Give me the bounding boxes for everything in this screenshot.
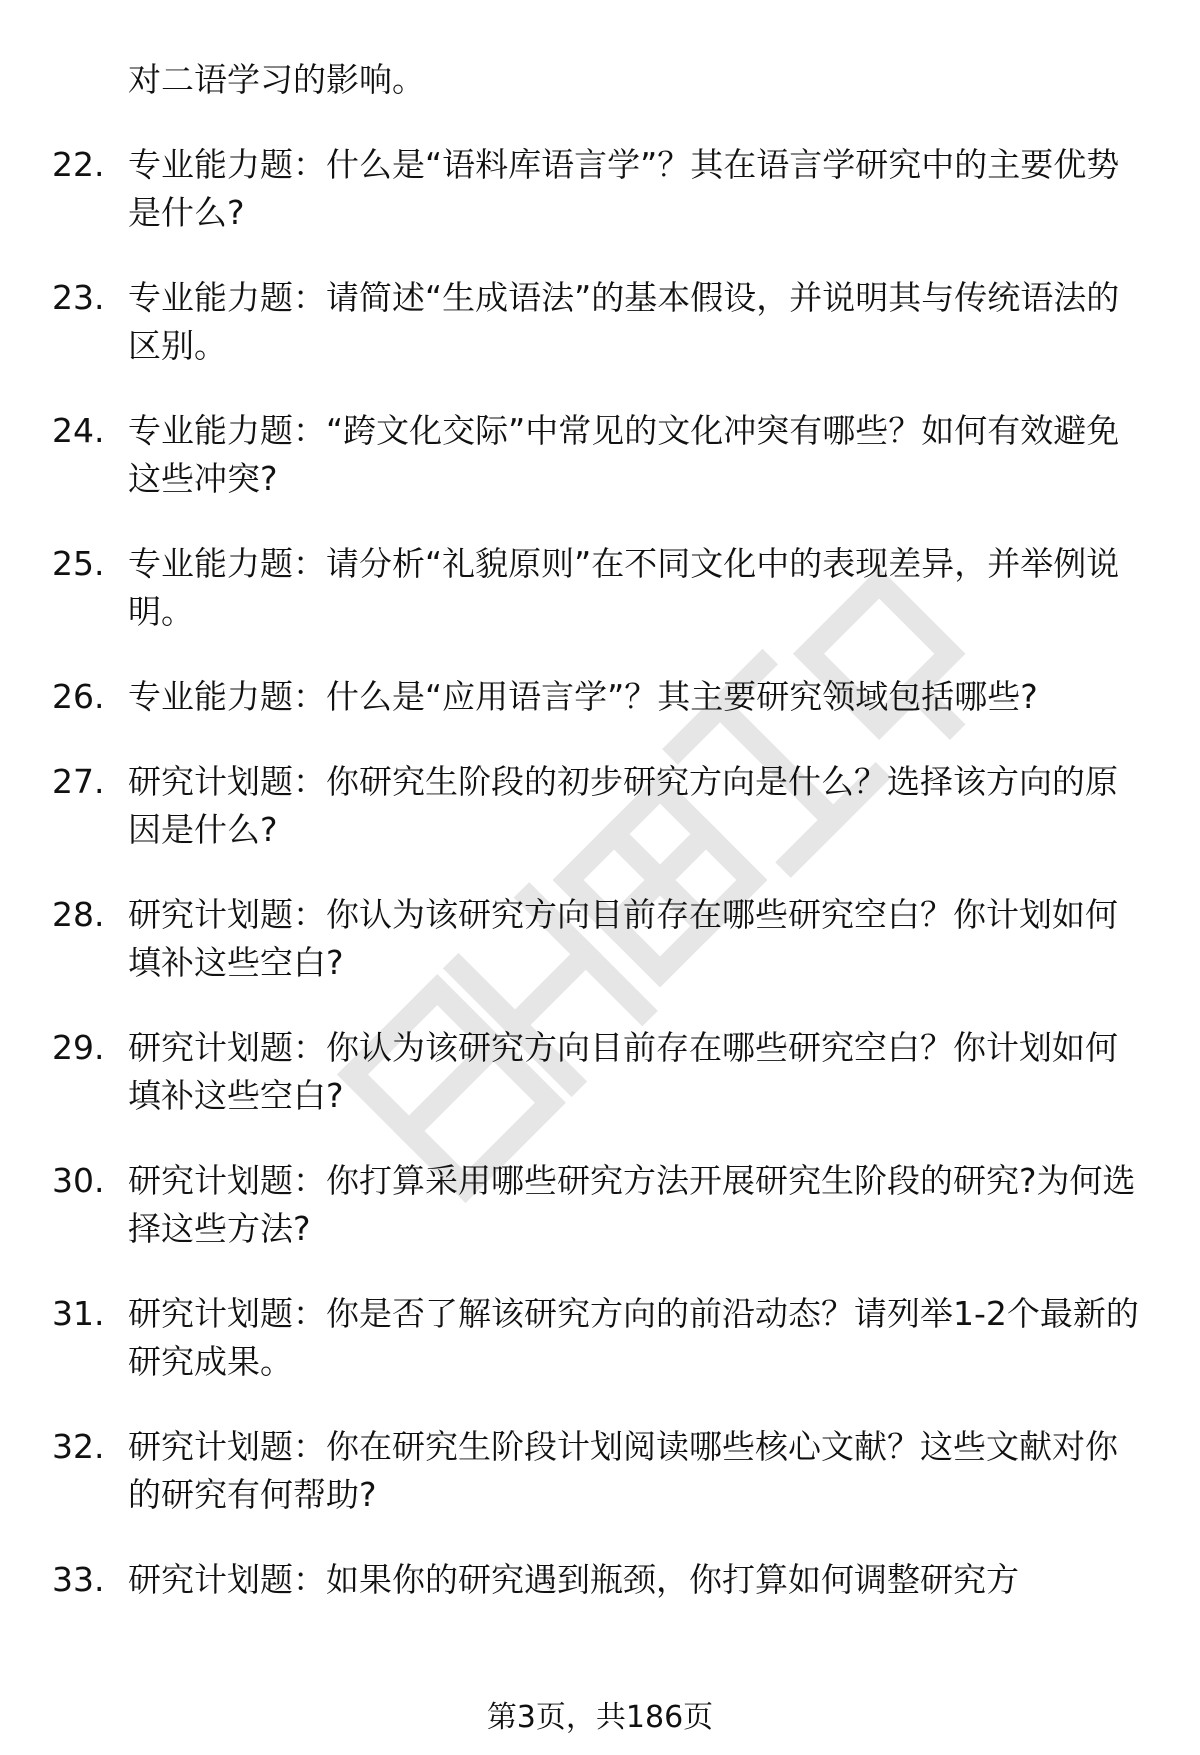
question-number: 29. — [52, 1028, 105, 1067]
question-item — [52, 891, 1152, 987]
question-text: 专业能力题：请简述“生成语法”的基本假设，并说明其与传统语法的区别。 — [128, 278, 1120, 365]
question-item — [52, 540, 1152, 636]
previous-question-continuation: 对二语学习的影响。 — [128, 60, 425, 99]
question-text: 研究计划题：你打算采用哪些研究方法开展研究生阶段的研究?为何选择这些方法? — [128, 1161, 1136, 1248]
question-item — [52, 1423, 1152, 1519]
question-number: 30. — [52, 1161, 105, 1200]
question-text: 研究计划题：你认为该研究方向目前存在哪些研究空白？你计划如何填补这些空白? — [128, 1028, 1118, 1115]
question-text: 研究计划题：你认为该研究方向目前存在哪些研究空白？你计划如何填补这些空白? — [128, 895, 1118, 982]
question-item — [52, 274, 1152, 370]
question-item — [52, 1556, 1152, 1604]
question-text: 专业能力题：“跨文化交际”中常见的文化冲突有哪些？如何有效避免这些冲突? — [128, 411, 1120, 498]
page-number-footer: 第3页，共186页 — [486, 1700, 714, 1735]
question-text: 专业能力题：请分析“礼貌原则”在不同文化中的表现差异，并举例说明。 — [128, 544, 1120, 631]
question-text: 研究计划题：如果你的研究遇到瓶颈，你打算如何调整研究方 — [128, 1560, 1019, 1599]
question-number: 22. — [52, 145, 105, 184]
question-text: 研究计划题：你研究生阶段的初步研究方向是什么？选择该方向的原因是什么? — [128, 762, 1118, 849]
question-number: 32. — [52, 1427, 105, 1466]
question-number: 24. — [52, 411, 105, 450]
question-item — [52, 758, 1152, 854]
question-item — [52, 1024, 1152, 1120]
question-number: 31. — [52, 1294, 105, 1333]
question-text: 专业能力题：什么是“语料库语言学”？其在语言学研究中的主要优势是什么? — [128, 145, 1120, 232]
question-item — [52, 1157, 1152, 1253]
question-number: 25. — [52, 544, 105, 583]
question-item — [52, 407, 1152, 503]
question-number: 33. — [52, 1560, 105, 1599]
question-text: 研究计划题：你在研究生阶段计划阅读哪些核心文献？这些文献对你的研究有何帮助? — [128, 1427, 1118, 1514]
question-item — [52, 673, 1152, 721]
question-item — [52, 141, 1152, 237]
question-number: 28. — [52, 895, 105, 934]
question-list — [52, 56, 1152, 1641]
question-number: 27. — [52, 762, 105, 801]
question-number: 23. — [52, 278, 105, 317]
question-item — [52, 1290, 1152, 1386]
question-text: 专业能力题：什么是“应用语言学”？其主要研究领域包括哪些? — [128, 677, 1038, 716]
question-number: 26. — [52, 677, 105, 716]
question-text: 研究计划题：你是否了解该研究方向的前沿动态？请列举1-2个最新的研究成果。 — [128, 1294, 1139, 1381]
